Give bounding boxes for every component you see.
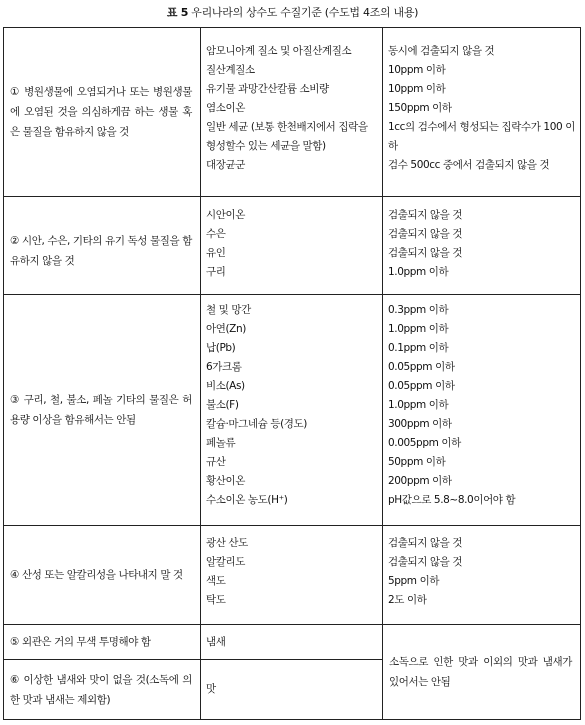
caption-label: 표 5 [166, 6, 189, 19]
table-row [4, 526, 581, 625]
criterion-text: ⑥ 이상한 냄새와 맛이 없을 것(소독에 의한 맛과 냄새는 제외함) [10, 673, 192, 706]
table-row [4, 197, 581, 295]
criterion-text: ④ 산성 또는 알칼리성을 나타내지 말 것 [10, 569, 183, 581]
criterion-cell [4, 197, 201, 295]
criterion-cell [4, 660, 201, 720]
limit: 50ppm 이하 [388, 456, 446, 468]
item: 칼슘·마그네슘 등(경도) [206, 418, 307, 430]
item: 아연(Zn) [206, 323, 246, 335]
limit: 동시에 검출되지 않을 것 [388, 45, 495, 57]
limit: 검출되지 않을 것 [388, 537, 463, 549]
item: 황산이온 [206, 475, 245, 487]
item: 염소이온 [206, 102, 245, 114]
item-cell [201, 197, 383, 295]
limit: 0.1ppm 이하 [388, 342, 449, 354]
criterion-text-content: ③ 구리, 철, 불소, 페놀 기타의 물질은 허용량 이상을 함유해서는 안됨 [10, 394, 192, 426]
limit: 0.05ppm 이하 [388, 361, 455, 373]
item: 대장균군 [206, 159, 245, 171]
limit: 검수 500cc 중에서 검출되지 않을 것 [388, 159, 550, 171]
criterion-text: ② 시안, 수은, 기타의 유기 독성 물질을 함유하지 않을 것 [10, 235, 192, 267]
item: 6가크롬 [206, 361, 242, 373]
criterion-cell [4, 295, 201, 526]
limit: 1.0ppm 이하 [388, 323, 449, 335]
item-cell [201, 526, 383, 625]
limit: 2도 이하 [388, 594, 427, 606]
limit: 300ppm 이하 [388, 418, 452, 430]
limit: 1.0ppm 이하 [388, 399, 449, 411]
criterion-text: ⑤ 외관은 거의 무색 투명해야 함 [10, 636, 151, 648]
limit-cell [383, 295, 581, 526]
table-caption [0, 4, 585, 20]
limit: pH값으로 5.8~8.0이어야 함 [388, 494, 516, 506]
caption-text: 우리나라의 상수도 수질기준 (수도법 4조의 내용) [191, 6, 419, 19]
limit: 검출되지 않을 것 [388, 209, 463, 221]
table-row [4, 625, 581, 660]
limit: 5ppm 이하 [388, 575, 440, 587]
criterion-text [4, 390, 200, 430]
item: 비소(As) [206, 380, 245, 392]
limit: 검출되지 않을 것 [388, 556, 463, 568]
limit: 150ppm 이하 [388, 102, 452, 114]
item: 수은 [206, 228, 226, 240]
item: 질산계질소 [206, 64, 255, 76]
item: 규산 [206, 456, 226, 468]
item: 맛 [206, 683, 216, 695]
limit: 200ppm 이하 [388, 475, 452, 487]
item: 알칼리도 [206, 556, 245, 568]
criterion-cell [4, 28, 201, 197]
limit: 10ppm 이하 [388, 64, 446, 76]
limit: 0.05ppm 이하 [388, 380, 455, 392]
criterion-cell [4, 526, 201, 625]
item-cell [201, 28, 383, 197]
item: 냄새 [206, 635, 226, 648]
item: 탁도 [206, 594, 226, 606]
table-row [4, 295, 581, 526]
item: 납(Pb) [206, 342, 236, 354]
item: 페놀류 [206, 437, 236, 449]
water-quality-table [3, 27, 581, 720]
item: 광산 산도 [206, 537, 248, 549]
item-cell [201, 625, 383, 660]
limit: 검출되지 않을 것 [388, 228, 463, 240]
limit: 0.3ppm 이하 [388, 304, 449, 316]
item-cell [201, 660, 383, 720]
item: 수소이온 농도(H⁺) [206, 494, 288, 506]
item: 불소(F) [206, 399, 239, 411]
shared-limit: 소독으로 인한 맛과 이외의 맛과 냄새가 있어서는 안됨 [389, 656, 572, 688]
criterion-text: ① 병원생물에 오염되거나 또는 병원생물에 오염된 것을 의심하게끔 하는 생물 혹은 물질을 함유하지 않을 것 [10, 86, 192, 138]
table-row [4, 28, 581, 197]
item: 일반 세균 (보통 한천배지에서 집락을 형성할수 있는 세균을 말함) [206, 121, 368, 152]
criterion-cell [4, 625, 201, 660]
item: 시안이온 [206, 209, 245, 221]
item: 유인 [206, 247, 226, 259]
item-cell [201, 295, 383, 526]
limit: 검출되지 않을 것 [388, 247, 463, 259]
item: 구리 [206, 266, 226, 278]
item: 암모니아계 질소 및 아질산계질소 [206, 45, 352, 57]
item: 색도 [206, 575, 226, 587]
limit: 1cc의 검수에서 형성되는 집락수가 100 이하 [388, 121, 575, 152]
limit-cell [383, 526, 581, 625]
limit-cell [383, 197, 581, 295]
item: 유기물 과망간산칼륨 소비량 [206, 83, 329, 95]
limit: 0.005ppm 이하 [388, 437, 461, 449]
item: 철 및 망간 [206, 304, 251, 316]
limit: 10ppm 이하 [388, 83, 446, 95]
limit-cell [383, 28, 581, 197]
limit-cell [383, 625, 581, 720]
limit: 1.0ppm 이하 [388, 266, 449, 278]
